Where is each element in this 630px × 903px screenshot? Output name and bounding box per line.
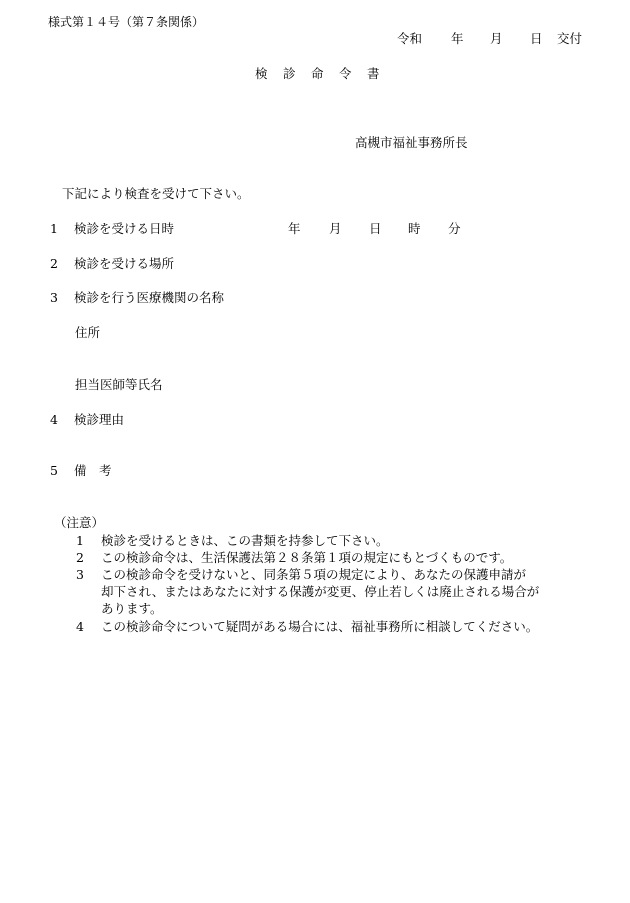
title-char: 命 [311, 66, 324, 81]
title-char: 検 [255, 66, 268, 81]
unit-day: 日 [369, 221, 382, 236]
doctor-name-label: 担当医師等氏名 [75, 377, 163, 392]
note-number: 3 [76, 567, 84, 582]
institution-address-label: 住所 [75, 325, 101, 340]
issue-date-day-unit: 日 [530, 31, 543, 46]
note-number: 4 [76, 619, 84, 634]
page-title [255, 66, 380, 143]
intro-text: 下記により検査を受けて下さい。 [62, 186, 250, 201]
title-char: 書 [367, 66, 380, 81]
issue-date [397, 31, 583, 108]
note-text: この検診命令について疑問がある場合には、福祉事務所に相談してください。 [101, 619, 539, 634]
item-label: 検診を行う医療機関の名称 [74, 290, 225, 305]
notes-heading: （注意） [54, 515, 105, 530]
note-text: この検診命令は、生活保護法第２８条第１項の規定にもとづくものです。 [101, 550, 513, 565]
item-number: 4 [50, 412, 58, 427]
item-number: 2 [50, 256, 58, 271]
unit-month: 月 [329, 221, 342, 236]
note-text: 検診を受けるときは、この書類を持参して下さい。 [101, 533, 389, 548]
item-number: 3 [50, 290, 58, 305]
item-label: 備 考 [74, 463, 112, 478]
issue-date-month-unit: 月 [490, 31, 503, 46]
issue-date-era: 令和 [397, 31, 423, 46]
item-number: 5 [50, 463, 58, 478]
item-number: 1 [50, 221, 58, 236]
item-label: 検診を受ける日時 [74, 221, 175, 236]
issuer-name: 高槻市福祉事務所長 [355, 135, 468, 150]
unit-hour: 時 [408, 221, 421, 236]
issue-date-year-unit: 年 [451, 31, 464, 46]
note-text: この検診命令を受けないと、同条第５項の規定により、あなたの保護申請が [101, 567, 527, 582]
item-label: 検診を受ける場所 [74, 256, 175, 271]
note-number: 1 [76, 533, 84, 548]
form-number: 様式第１４号（第７条関係） [48, 15, 205, 29]
unit-minute: 分 [448, 221, 461, 236]
unit-year: 年 [288, 221, 301, 236]
title-char: 令 [339, 66, 352, 81]
note-number: 2 [76, 550, 84, 565]
issue-date-suffix: 交付 [557, 31, 583, 46]
note-text-continued: 却下され、またはあなたに対する保護が変更、停止若しくは廃止される場合が [101, 584, 540, 599]
item-label: 検診理由 [74, 412, 125, 427]
note-text-continued: あります。 [101, 601, 163, 616]
title-char: 診 [283, 66, 296, 81]
